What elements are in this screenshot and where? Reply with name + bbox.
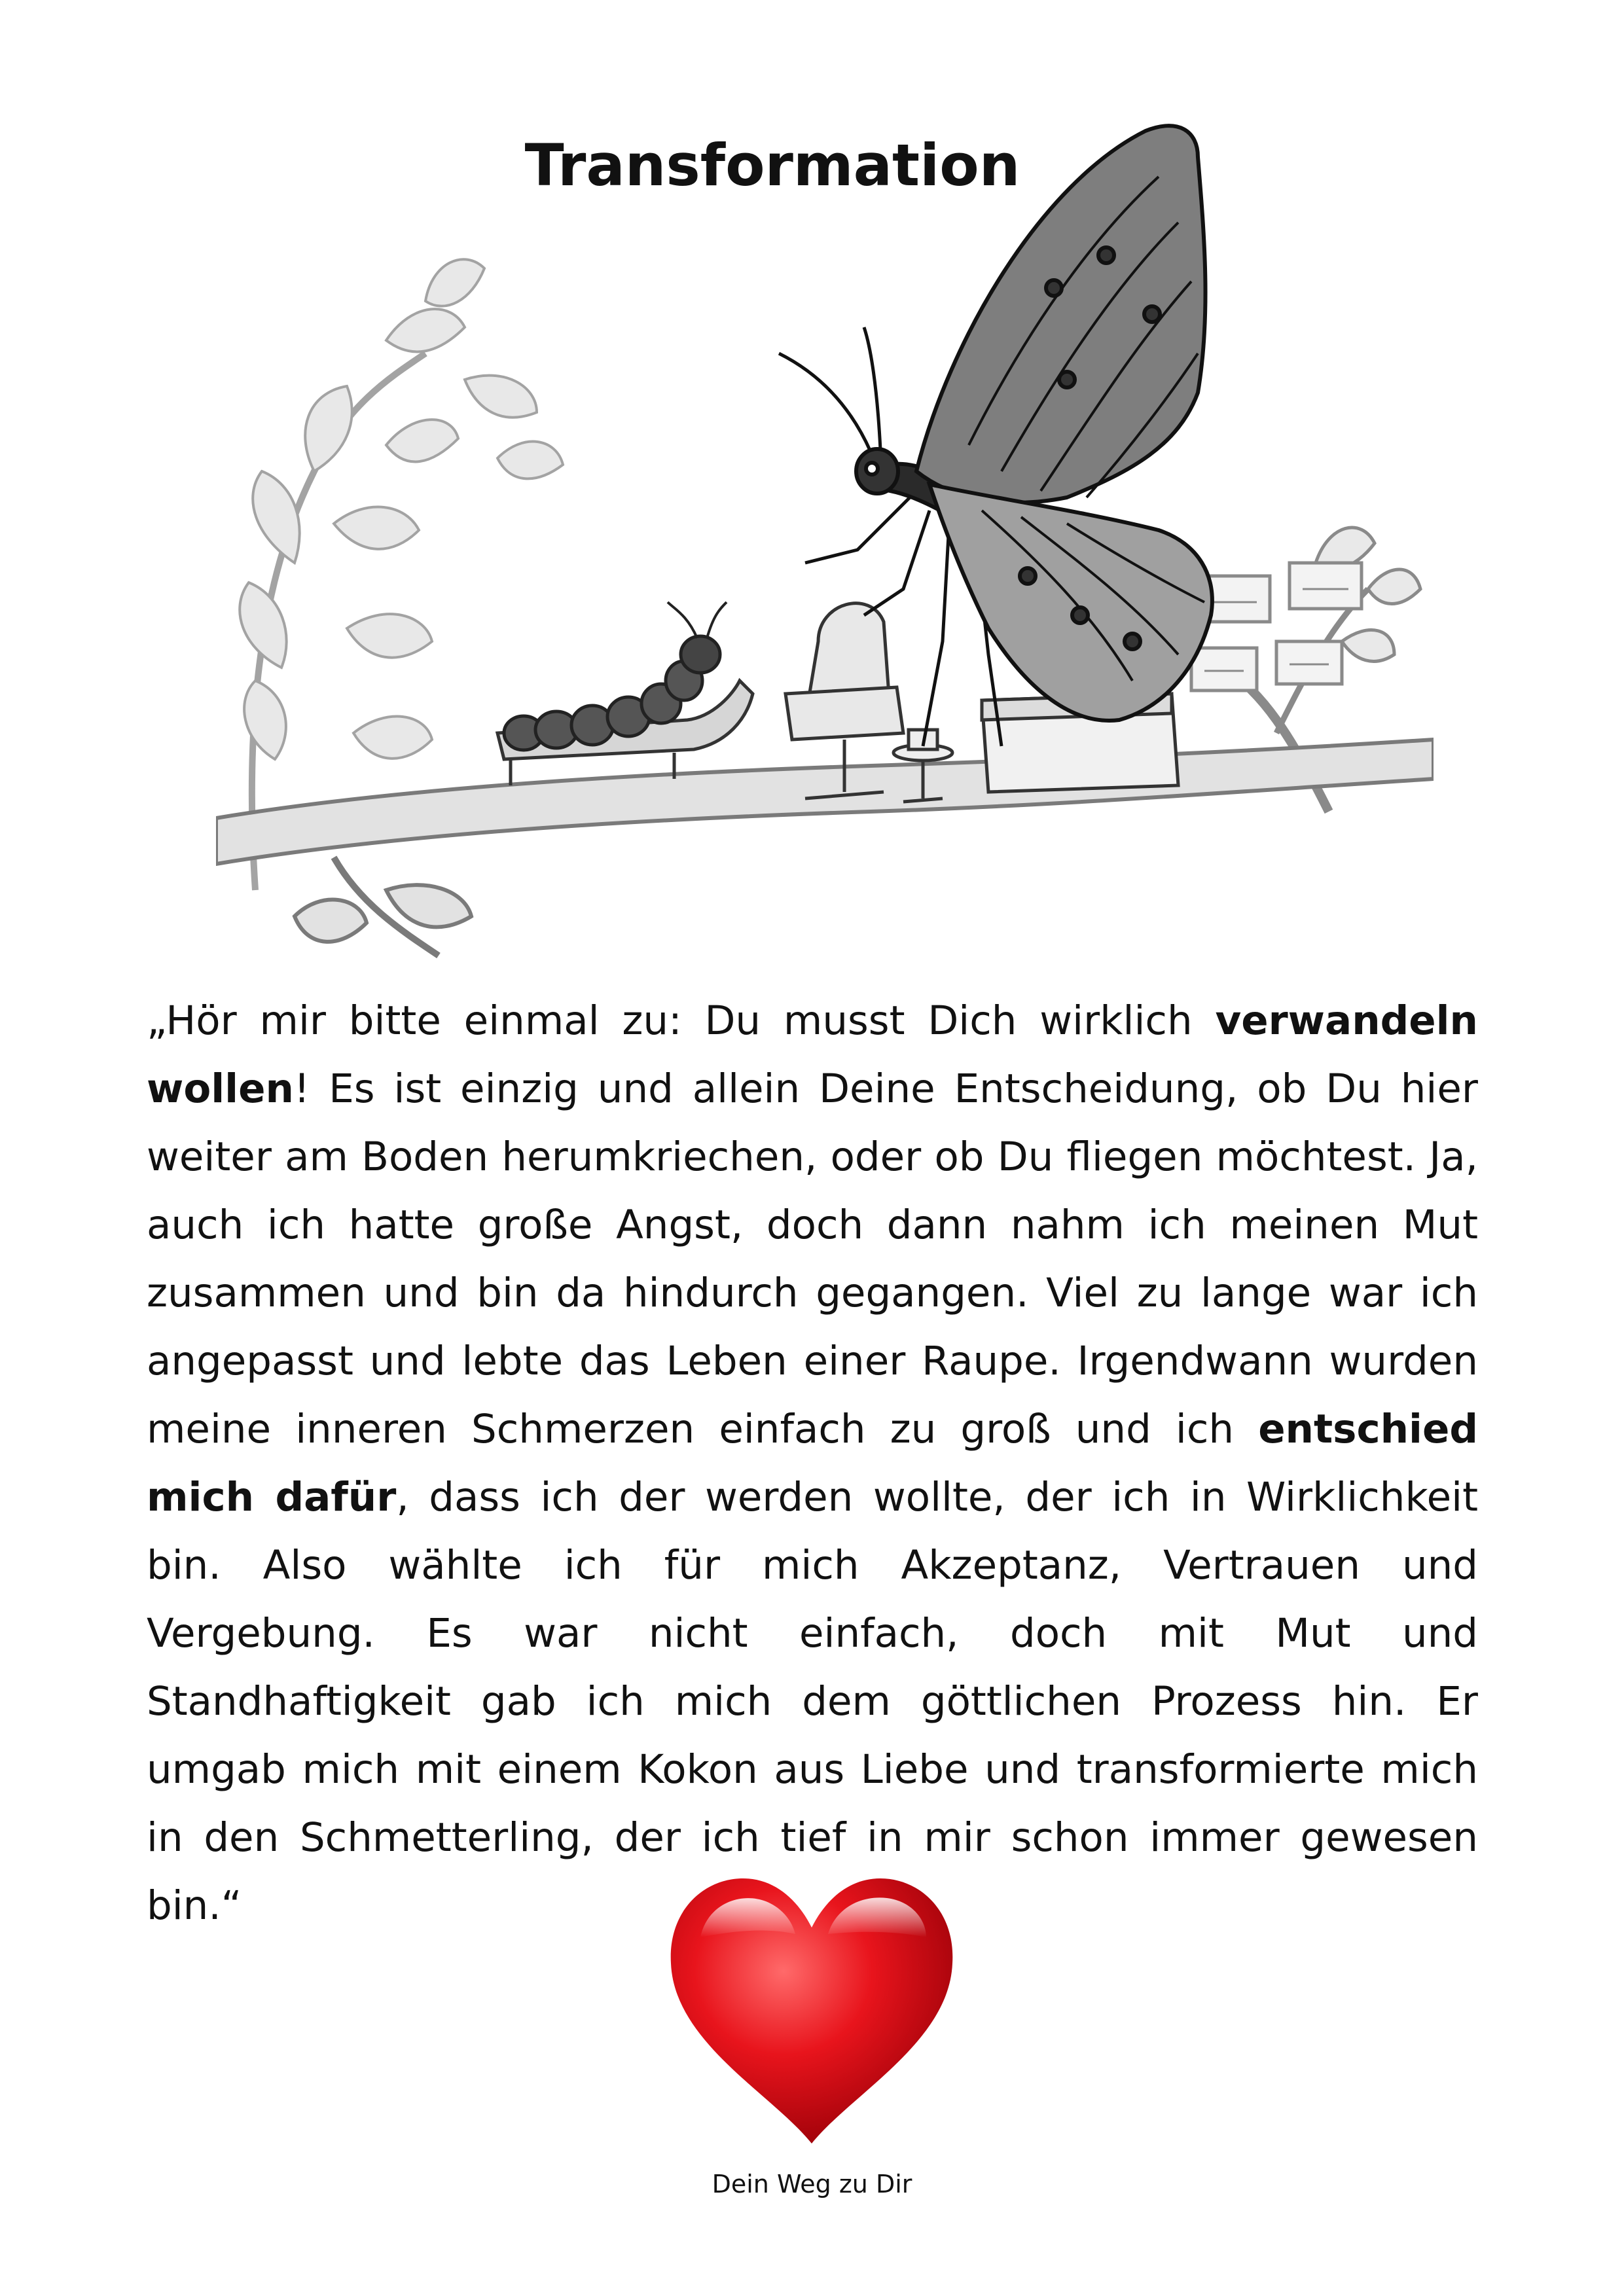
body-paragraph: [147, 987, 1478, 1940]
main-branch: [216, 740, 1434, 956]
emphasis-text-1: verwandeln wollen: [147, 997, 1478, 1112]
paragraph-text-2: ! Es ist einzig und allein Deine Entscheidung, ob Du hier weiter am Boden herumkriechen, oder ob Du fliegen möchtest. Ja, auch ich hatte große Angst, doch dann nahm ich meinen Mut zusammen und bin da hindurch gegangen. Viel zu lange war ich angepasst und lebte das Leben einer Raupe. Irgendwann wurden meine inneren Schmerzen einfach zu groß und ich: [147, 1066, 1478, 1452]
butterfly-therapist-illustration: [216, 105, 1434, 969]
butterfly-wings: [916, 126, 1212, 721]
paragraph-text-1: „Hör mir bitte einmal zu: Du musst Dich wirklich: [147, 997, 1216, 1044]
footer-signature: Dein Weg zu Dir: [712, 2170, 912, 2198]
emphasis-text-2: entschied mich dafür: [147, 1406, 1478, 1520]
page-title: Transformation: [524, 132, 1020, 199]
paragraph-text-3: , dass ich der werden wollte, der ich in Wirklichkeit bin. Also wählte ich für mich Akzeptanz, Vertrauen und Vergebung. Es war nicht einfach, doch mit Mut und Standhaftigkeit gab ich mich dem göttlichen Prozess hin. Er umgab mich mit einem Kokon aus Liebe und transformierte mich in den Schmetterling, der ich tief in mir schon immer gewesen bin.“: [147, 1474, 1479, 1929]
